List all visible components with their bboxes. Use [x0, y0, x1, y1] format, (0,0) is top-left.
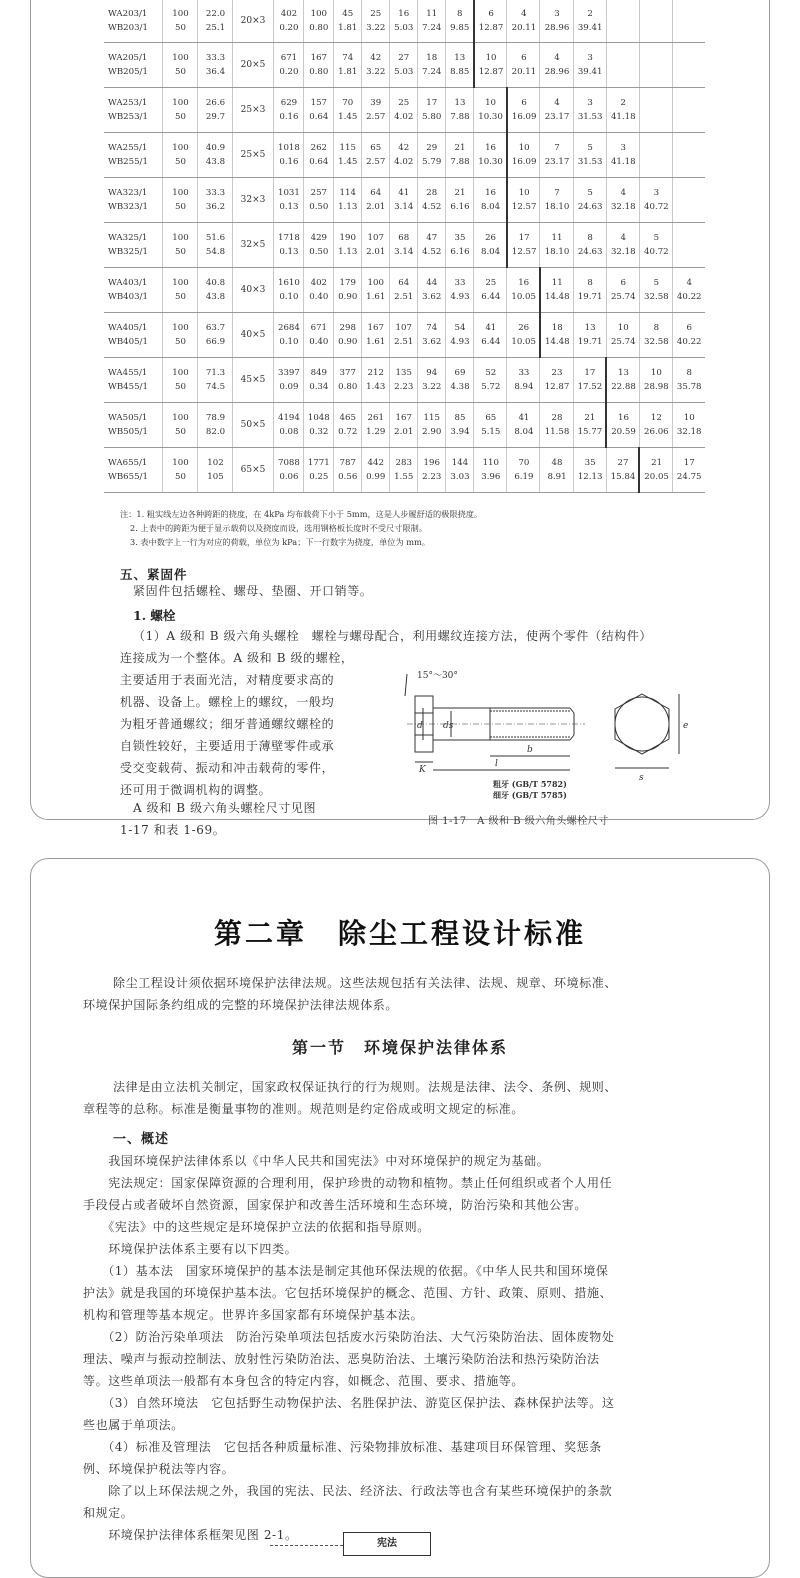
value-cell: 69 4.38 — [445, 357, 474, 402]
value-cell: 8 35.78 — [672, 357, 704, 402]
value-cell: 1771 0.25 — [303, 447, 333, 492]
value-cell: 16 8.04 — [474, 177, 507, 222]
table-notes — [120, 507, 482, 549]
value-cell: 8 9.85 — [445, 0, 474, 42]
value-cell: 110 3.96 — [474, 447, 507, 492]
bar-size-cell: 25×5 — [233, 132, 274, 177]
weight-cell: 26.6 29.7 — [198, 87, 233, 132]
value-cell: 115 2.90 — [417, 402, 445, 447]
bar-size-cell: 25×3 — [233, 87, 274, 132]
table-row — [104, 0, 705, 42]
model-cell: WA655/1 WB655/1 — [104, 447, 163, 492]
value-cell: 283 1.55 — [389, 447, 417, 492]
value-cell: 4 28.96 — [540, 42, 573, 87]
table-row — [104, 42, 705, 87]
table-row — [104, 447, 705, 492]
value-cell: 5 31.53 — [573, 132, 606, 177]
value-cell: 7088 0.06 — [274, 447, 304, 492]
value-cell: 5 24.63 — [573, 177, 606, 222]
value-cell: 41 8.04 — [507, 402, 540, 447]
value-cell: 21 20.05 — [639, 447, 672, 492]
weight-cell: 78.9 82.0 — [198, 402, 233, 447]
value-cell: 2 41.18 — [606, 87, 639, 132]
weight-cell: 33.3 36.2 — [198, 177, 233, 222]
value-cell: 33 8.94 — [507, 357, 540, 402]
value-cell: 107 2.51 — [389, 312, 417, 357]
value-cell: 17 17.52 — [573, 357, 606, 402]
value-cell: 64 2.01 — [361, 177, 389, 222]
value-cell: 3 31.53 — [573, 87, 606, 132]
value-cell: 41 3.14 — [389, 177, 417, 222]
value-cell: 74 3.62 — [417, 312, 445, 357]
bar-size-cell: 40×3 — [233, 267, 274, 312]
value-cell: 74 1.81 — [333, 42, 361, 87]
value-cell: 29 5.79 — [417, 132, 445, 177]
weight-cell: 33.3 36.4 — [198, 42, 233, 87]
bolt-paragraph-body: 连接成为一个整体。A 级和 B 级的螺栓， 主要适用于表面光洁，对精度要求高的 机器、设备上。螺栓上的螺纹，一般均 为粗牙普通螺纹；细牙普通螺纹螺栓的 自锁性较好，主要适用于薄壁零件或承 受交变载荷、振动和冲击载荷的零件， 还可用于微调机构的调整。 — [120, 651, 354, 797]
span-cell: 100 50 — [163, 222, 198, 267]
fig-label-e: e — [683, 721, 689, 731]
table-row — [104, 87, 705, 132]
value-cell: 4194 0.08 — [274, 402, 304, 447]
fig-label-angle: 15°～30° — [417, 671, 458, 681]
value-cell: 13 7.88 — [445, 87, 474, 132]
value-cell: 1018 0.16 — [274, 132, 304, 177]
weight-cell: 22.0 25.1 — [198, 0, 233, 42]
value-cell: 4 40.22 — [672, 267, 704, 312]
value-cell: 402 0.40 — [303, 267, 333, 312]
model-cell: WA323/1 WB323/1 — [104, 177, 163, 222]
value-cell: 13 19.71 — [573, 312, 606, 357]
value-cell: 262 0.64 — [303, 132, 333, 177]
value-cell: 21 7.88 — [445, 132, 474, 177]
bar-size-cell: 65×5 — [233, 447, 274, 492]
value-cell: 629 0.16 — [274, 87, 304, 132]
value-cell: 33 4.93 — [445, 267, 474, 312]
value-cell: 10 32.18 — [672, 402, 704, 447]
value-cell: 1610 0.10 — [274, 267, 304, 312]
load-deflection-table — [104, 0, 705, 493]
value-cell: 298 0.90 — [333, 312, 361, 357]
value-cell: 10 16.09 — [507, 132, 540, 177]
value-cell — [672, 42, 704, 87]
figure-caption: 图 1-17 A 级和 B 级六角头螺栓尺寸 — [428, 816, 609, 827]
value-cell: 21 15.77 — [573, 402, 606, 447]
value-cell: 429 0.50 — [303, 222, 333, 267]
value-cell — [606, 42, 639, 87]
overview-body: 我国环境保护法律体系以《中华人民共和国宪法》中对环境保护的规定为基础。 宪法规定：国家保障资源的合理利用，保护珍贵的动物和植物。禁止任何组织或者个人用任 手段侵占或者破坏自然资源，国家保护和改善生活环境和生态环境，防治污染和其他公害。 《宪法》中的这些规定是环境保护立法的依据和指导原则。 环境保护法体系主要有以下四类。 （1）基本法 国家环境保护的基本法是制定其他环保法规的依据。《中华人民共和国环境保 护法》就是我国的环境保护基本法。它包括环境保护的概念、范围、方针、政策、原则、措施、 机构和管理等基本规定。世界许多国家都有环境保护基本法。 （2）防治污染单项法 防治污染单项法包括废水污染防治法、大气污染防治法、固体废物处 理法、噪声与振动控制法、放射性污染防治法、恶臭防治法、土壤污染防治法和热污染防治法 等。这些单项法一般都有本身包含的特定内容，如概念、范围、要求、措施等。 （3）自然环境法 它包括野生动物保护法、名胜保护法、游览区保护法、森林保护法等。这 些也属于单项法。 （4）标准及管理法 它包括各种质量标准、污染物排放标准、基建项目环保管理、奖惩条 例、环境保护税法等内容。 除了以上环保法规之外，我国的宪法、民法、经济法、行政法等也含有某些环境保护的条款 和规定。 环境保护法律体系框架见图 2-1。 — [83, 1154, 615, 1542]
value-cell: 3 41.18 — [606, 132, 639, 177]
value-cell: 41 6.44 — [474, 312, 507, 357]
value-cell: 6 20.11 — [507, 42, 540, 87]
value-cell: 2 39.41 — [573, 0, 606, 42]
value-cell — [639, 132, 672, 177]
bolt-paragraph-first: （1）A 级和 B 级六角头螺栓 螺栓与螺母配合，利用螺纹连接方法，使两个零件（结构件） — [133, 629, 652, 643]
value-cell: 196 2.23 — [417, 447, 445, 492]
value-cell: 671 0.20 — [274, 42, 304, 87]
fasteners-intro: 紧固件包括螺栓、螺母、垫圈、开口销等。 — [133, 584, 373, 598]
overview-heading: 一、概述 — [113, 1132, 170, 1147]
value-cell: 6 25.74 — [606, 267, 639, 312]
value-cell: 26 8.04 — [474, 222, 507, 267]
value-cell: 3397 0.09 — [274, 357, 304, 402]
fig-label-k: K — [419, 765, 426, 775]
span-cell: 100 50 — [163, 42, 198, 87]
value-cell: 11 7.24 — [417, 0, 445, 42]
note-2: 2. 上表中的跨距为便于显示载荷以及挠度而设，选用钢格板长度时不受尺寸限制。 — [130, 523, 427, 533]
value-cell: 257 0.50 — [303, 177, 333, 222]
value-cell: 465 0.72 — [333, 402, 361, 447]
value-cell: 115 1.45 — [333, 132, 361, 177]
bar-size-cell: 20×3 — [233, 0, 274, 42]
table-row — [104, 177, 705, 222]
weight-cell: 40.8 43.8 — [198, 267, 233, 312]
value-cell: 35 12.13 — [573, 447, 606, 492]
value-cell: 4 32.18 — [606, 222, 639, 267]
value-cell: 135 2.23 — [389, 357, 417, 402]
value-cell: 402 0.20 — [274, 0, 304, 42]
span-cell: 100 50 — [163, 132, 198, 177]
value-cell: 70 6.19 — [507, 447, 540, 492]
value-cell: 35 6.16 — [445, 222, 474, 267]
value-cell: 68 3.14 — [389, 222, 417, 267]
value-cell: 107 2.01 — [361, 222, 389, 267]
table-row — [104, 357, 705, 402]
table-row — [104, 312, 705, 357]
value-cell: 787 0.56 — [333, 447, 361, 492]
value-cell: 25 6.44 — [474, 267, 507, 312]
table-row — [104, 132, 705, 177]
value-cell: 212 1.43 — [361, 357, 389, 402]
value-cell: 42 4.02 — [389, 132, 417, 177]
note-3: 3. 表中数字上一行为对应的荷载，单位为 kPa；下一行数字为挠度，单位为 mm。 — [130, 537, 430, 547]
value-cell: 65 5.15 — [474, 402, 507, 447]
value-cell: 3 28.96 — [540, 0, 573, 42]
value-cell — [639, 0, 672, 42]
law-definition-paragraph: 法律是由立法机关制定，国家政权保证执行的行为规则。法规是法律、法令、条例、规则、 章程等的总称。标准是衡量事物的准则。规范则是约定俗成或明文规定的标准。 — [83, 1080, 618, 1116]
span-cell: 100 50 — [163, 312, 198, 357]
value-cell: 10 25.74 — [606, 312, 639, 357]
value-cell: 52 5.72 — [474, 357, 507, 402]
value-cell — [672, 87, 704, 132]
value-cell: 3 39.41 — [573, 42, 606, 87]
bolt-figure-reference: A 级和 B 级六角头螺栓尺寸见图 1-17 和表 1-69。 — [120, 801, 317, 837]
table-row — [104, 222, 705, 267]
weight-cell: 40.9 43.8 — [198, 132, 233, 177]
value-cell: 1048 0.32 — [303, 402, 333, 447]
bar-size-cell: 20×5 — [233, 42, 274, 87]
weight-cell: 71.3 74.5 — [198, 357, 233, 402]
value-cell: 167 2.01 — [389, 402, 417, 447]
bolt-heading: 1. 螺栓 — [133, 608, 176, 623]
section-title: 第一节 环境保护法律体系 — [291, 1038, 508, 1057]
fig-label-l: l — [495, 759, 498, 769]
value-cell: 7 18.10 — [540, 177, 573, 222]
value-cell — [672, 132, 704, 177]
model-cell: WA405/1 WB405/1 — [104, 312, 163, 357]
value-cell: 10 28.98 — [639, 357, 672, 402]
value-cell: 17 12.57 — [507, 222, 540, 267]
value-cell — [672, 177, 704, 222]
value-cell: 25 4.02 — [389, 87, 417, 132]
value-cell: 671 0.40 — [303, 312, 333, 357]
weight-cell: 63.7 66.9 — [198, 312, 233, 357]
value-cell: 377 0.80 — [333, 357, 361, 402]
bar-size-cell: 32×3 — [233, 177, 274, 222]
value-cell: 27 5.03 — [389, 42, 417, 87]
value-cell: 167 1.61 — [361, 312, 389, 357]
value-cell: 12 26.06 — [639, 402, 672, 447]
value-cell: 114 1.13 — [333, 177, 361, 222]
value-cell: 54 4.93 — [445, 312, 474, 357]
value-cell: 4 20.11 — [507, 0, 540, 42]
span-cell: 100 50 — [163, 402, 198, 447]
value-cell — [672, 222, 704, 267]
value-cell: 16 20.59 — [606, 402, 639, 447]
value-cell: 6 16.09 — [507, 87, 540, 132]
span-cell: 100 50 — [163, 0, 198, 42]
value-cell: 26 10.05 — [507, 312, 540, 357]
fig-label-b: b — [527, 745, 533, 755]
value-cell: 39 2.57 — [361, 87, 389, 132]
model-cell: WA325/1 WB325/1 — [104, 222, 163, 267]
value-cell: 4 23.17 — [540, 87, 573, 132]
fig-label-ds: ds — [443, 721, 454, 731]
value-cell — [672, 0, 704, 42]
value-cell: 6 12.87 — [474, 0, 507, 42]
value-cell: 10 12.57 — [507, 177, 540, 222]
value-cell: 167 0.80 — [303, 42, 333, 87]
bar-size-cell: 40×5 — [233, 312, 274, 357]
value-cell: 157 0.64 — [303, 87, 333, 132]
note-1: 注：1. 粗实线左边各种跨距的挠度，在 4kPa 均布载荷下小于 5mm，这是人步履舒适的极限挠度。 — [120, 509, 483, 519]
value-cell: 8 24.63 — [573, 222, 606, 267]
value-cell: 11 14.48 — [540, 267, 573, 312]
model-cell: WA403/1 WB403/1 — [104, 267, 163, 312]
value-cell: 1031 0.13 — [274, 177, 304, 222]
value-cell: 3 40.72 — [639, 177, 672, 222]
value-cell: 23 12.87 — [540, 357, 573, 402]
value-cell: 100 1.61 — [361, 267, 389, 312]
value-cell: 100 0.80 — [303, 0, 333, 42]
value-cell: 28 4.52 — [417, 177, 445, 222]
value-cell: 10 12.87 — [474, 42, 507, 87]
value-cell: 18 7.24 — [417, 42, 445, 87]
fig-label-s: s — [639, 773, 644, 783]
chapter-intro: 除尘工程设计须依据环境保护法律法规。这些法规包括有关法律、法规、规章、环境标准、 环境保护国际条约组成的完整的环境保护法律法规体系。 — [83, 976, 618, 1012]
value-cell — [639, 42, 672, 87]
value-cell: 261 1.29 — [361, 402, 389, 447]
value-cell: 5 40.72 — [639, 222, 672, 267]
section-heading-fasteners: 五、紧固件 — [120, 567, 188, 582]
model-cell: WA205/1 WB205/1 — [104, 42, 163, 87]
value-cell: 44 3.62 — [417, 267, 445, 312]
value-cell: 8 19.71 — [573, 267, 606, 312]
weight-cell: 102 105 — [198, 447, 233, 492]
value-cell: 144 3.03 — [445, 447, 474, 492]
value-cell: 190 1.13 — [333, 222, 361, 267]
model-cell: WA203/1 WB203/1 — [104, 0, 163, 42]
value-cell: 13 22.88 — [606, 357, 639, 402]
span-cell: 100 50 — [163, 87, 198, 132]
value-cell: 11 18.10 — [540, 222, 573, 267]
value-cell: 45 1.81 — [333, 0, 361, 42]
fig-label-d: d — [417, 721, 423, 731]
weight-cell: 51.6 54.8 — [198, 222, 233, 267]
value-cell: 849 0.34 — [303, 357, 333, 402]
value-cell: 18 14.48 — [540, 312, 573, 357]
bar-size-cell: 32×5 — [233, 222, 274, 267]
value-cell: 48 8.91 — [540, 447, 573, 492]
table-row — [104, 402, 705, 447]
value-cell: 17 5.80 — [417, 87, 445, 132]
value-cell: 17 24.75 — [672, 447, 704, 492]
value-cell: 85 3.94 — [445, 402, 474, 447]
value-cell: 27 15.84 — [606, 447, 639, 492]
value-cell: 21 6.16 — [445, 177, 474, 222]
table-row — [104, 267, 705, 312]
value-cell: 25 3.22 — [361, 0, 389, 42]
span-cell: 100 50 — [163, 267, 198, 312]
chapter-title: 第二章 除尘工程设计标准 — [213, 917, 586, 950]
model-cell: WA455/1 WB455/1 — [104, 357, 163, 402]
value-cell — [639, 87, 672, 132]
bar-size-cell: 45×5 — [233, 357, 274, 402]
value-cell: 6 40.22 — [672, 312, 704, 357]
model-cell: WA505/1 WB505/1 — [104, 402, 163, 447]
value-cell: 65 2.57 — [361, 132, 389, 177]
value-cell: 2684 0.10 — [274, 312, 304, 357]
value-cell: 64 2.51 — [389, 267, 417, 312]
model-cell: WA253/1 WB253/1 — [104, 87, 163, 132]
value-cell: 47 4.52 — [417, 222, 445, 267]
value-cell: 5 32.58 — [639, 267, 672, 312]
value-cell: 16 10.30 — [474, 132, 507, 177]
value-cell: 70 1.45 — [333, 87, 361, 132]
bar-size-cell: 50×5 — [233, 402, 274, 447]
model-cell: WA255/1 WB255/1 — [104, 132, 163, 177]
value-cell: 16 5.03 — [389, 0, 417, 42]
span-cell: 100 50 — [163, 357, 198, 402]
value-cell: 442 0.99 — [361, 447, 389, 492]
span-cell: 100 50 — [163, 177, 198, 222]
value-cell: 42 3.22 — [361, 42, 389, 87]
value-cell: 13 8.85 — [445, 42, 474, 87]
value-cell: 7 23.17 — [540, 132, 573, 177]
value-cell — [606, 0, 639, 42]
value-cell: 16 10.05 — [507, 267, 540, 312]
value-cell: 179 0.90 — [333, 267, 361, 312]
value-cell: 94 3.22 — [417, 357, 445, 402]
value-cell: 28 11.58 — [540, 402, 573, 447]
value-cell: 8 32.58 — [639, 312, 672, 357]
value-cell: 1718 0.13 — [274, 222, 304, 267]
figure-standards: 粗牙 (GB/T 5782) 细牙 (GB/T 5785) — [493, 779, 567, 800]
value-cell: 4 32.18 — [606, 177, 639, 222]
span-cell: 100 50 — [163, 447, 198, 492]
diagram-box-constitution: 宪法 — [343, 1532, 431, 1556]
value-cell: 10 10.30 — [474, 87, 507, 132]
